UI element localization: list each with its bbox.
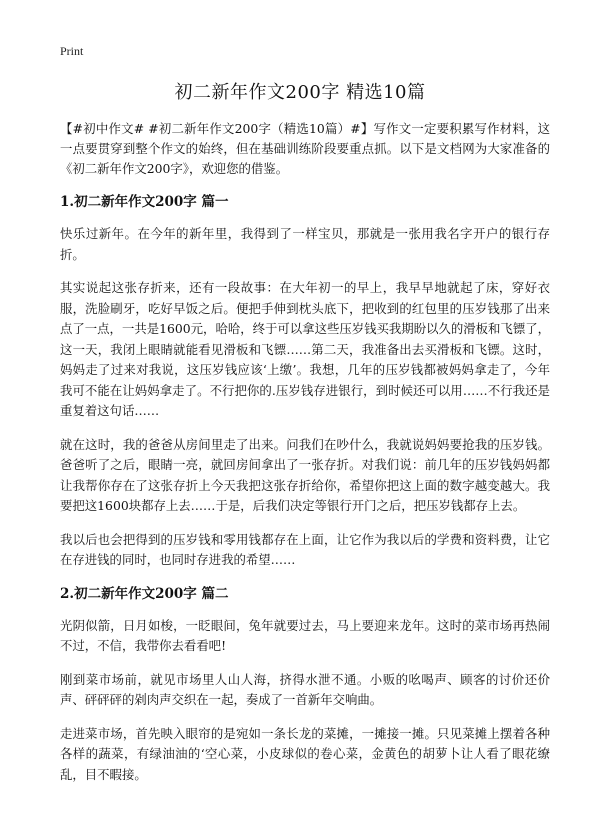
paragraph: 光阴似箭，日月如梭，一眨眼间，兔年就要过去，马上要迎来龙年。这时的菜市场再热闹不过，不信，我带你去看看吧! [60,617,550,653]
paragraph: 其实说起这张存折来，还有一段故事：在大年初一的早上，我早早地就起了床，穿好衣服，洗脸刷牙，吃好早饭之后。便把手伸到枕头底下，把收到的红包里的压岁钱那了出来点了一点，一共是1600元，哈哈，终于可以拿这些压岁钱买我期盼以久的滑板和飞镖了，这一天，我闭上眼睛就能看见滑板和飞镖……第二天，我准备出去买滑板和飞镖。这时，妈妈走了过来对我说，这压岁钱应该‘上缴’。我想，几年的压岁钱都被妈妈拿走了，今年我可不能在让妈妈拿走了。不行把你的.压岁钱存进银行，到时候还可以用……不行我还是重复着这句话…… [60,280,550,418]
paragraph: 走进菜市场，首先映入眼帘的是宛如一条长龙的菜摊，一摊接一摊。只见菜摊上摆着各种各样的蔬菜，有绿油油的‘空心菜，小皮球似的卷心菜，金黄色的胡萝卜让人看了眼花缭乱，目不暇接。 [60,725,550,782]
intro-paragraph: 【#初中作文# #初二新年作文200字（精选10篇）#】写作文一定要积累写作材料，这一点要贯穿到整个作文的始终，但在基础训练阶段要重点抓。以下是文档网为大家准备的《初二新年作文200字》，欢迎您的借鉴。 [60,121,550,176]
section-2 [60,584,550,786]
paragraph: 刚到菜市场前，就见市场里人山人海，挤得水泄不通。小贩的吆喝声、顾客的讨价还价声、砰砰砰的剁肉声交织在一起，奏成了一首新年交响曲。 [60,671,550,707]
print-label[interactable]: Print [60,44,84,58]
page-title: 初二新年作文200字 精选10篇 [174,82,426,103]
section-heading: 2.初二新年作文200字 篇二 [60,585,229,602]
section-heading: 1.初二新年作文200字 篇一 [60,194,229,210]
paragraph: 快乐过新年。在今年的新年里，我得到了一样宝贝，那就是一张用我名字开户的银行存折。 [60,226,550,262]
paragraph: 就在这时，我的爸爸从房间里走了出来。问我们在吵什么，我就说妈妈要抢我的压岁钱。爸爸听了之后，眼睛一亮，就回房间拿出了一张存折。对我们说：前几年的压岁钱妈妈都让我帮你存在了这张存折上今天我把这张存折给你，希望你把这上面的数字越变越大。我要把这1600块都存上去……于是，后我们决定等银行开门之后，把压岁钱都存上去。 [60,436,550,513]
paragraph: 我以后也会把得到的压岁钱和零用钱都存在上面，让它作为我以后的学费和资料费，让它在存进钱的同时，也同时存进我的希望…… [60,531,550,567]
article-body [60,119,550,798]
section-1 [60,192,550,571]
